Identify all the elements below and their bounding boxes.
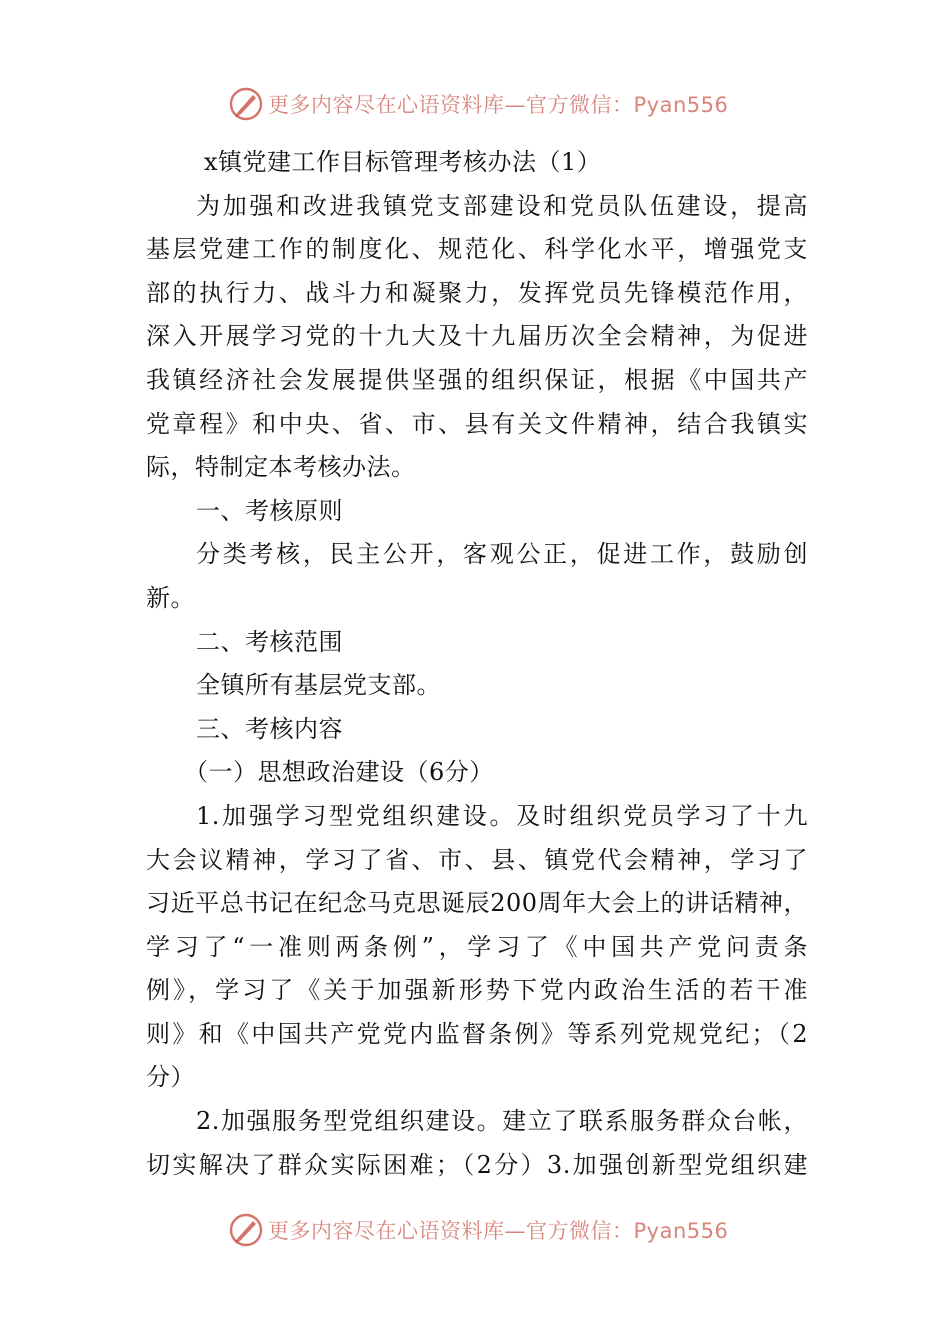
section-heading: 二、考核范围	[196, 627, 343, 656]
text-line: 分）	[146, 1063, 195, 1092]
text-line: 习近平总书记在纪念马克思诞辰200周年大会上的讲话精神，	[146, 889, 808, 918]
text-line: 新。	[146, 583, 195, 612]
text-line: 学习了“一准则两条例”，学习了《中国共产党问责条	[146, 932, 808, 961]
text-line: 例》，学习了《关于加强新形势下党内政治生活的若干准	[146, 976, 808, 1005]
text-line: 全镇所有基层党支部。	[196, 671, 441, 700]
text-line: 深入开展学习党的十九大及十九届历次全会精神，为促进	[146, 322, 808, 351]
watermark-text: 更多内容尽在心语资料库—官方微信：Pyan556	[268, 93, 729, 117]
text-line: 部的执行力、战斗力和凝聚力，发挥党员先锋模范作用，	[146, 278, 808, 307]
text-line: 基层党建工作的制度化、规范化、科学化水平，增强党支	[146, 235, 808, 264]
pen-logo-icon	[228, 1212, 264, 1248]
watermark-footer	[228, 1210, 728, 1250]
pen-logo-icon	[228, 86, 264, 122]
text-line: 1.加强学习型党组织建设。及时组织党员学习了十九	[196, 801, 808, 830]
document-title: x镇党建工作目标管理考核办法（1）	[204, 148, 602, 176]
watermark-text: 更多内容尽在心语资料库—官方微信：Pyan556	[268, 1219, 729, 1243]
text-line: 分类考核，民主公开，客观公正，促进工作，鼓励创	[196, 540, 808, 569]
subsection-heading: （一）思想政治建设（6分）	[184, 758, 494, 787]
text-line: 为加强和改进我镇党支部建设和党员队伍建设，提高	[196, 191, 808, 220]
text-line: 大会议精神，学习了省、市、县、镇党代会精神，学习了	[146, 845, 808, 874]
section-heading: 三、考核内容	[196, 714, 343, 743]
document-body	[146, 141, 808, 1187]
text-line: 我镇经济社会发展提供坚强的组织保证，根据《中国共产	[146, 365, 808, 394]
text-line: 际，特制定本考核办法。	[146, 453, 416, 482]
text-line: 2.加强服务型党组织建设。建立了联系服务群众台帐，	[196, 1107, 808, 1136]
text-line: 党章程》和中央、省、市、县有关文件精神，结合我镇实	[146, 409, 808, 438]
section-heading: 一、考核原则	[196, 496, 343, 525]
watermark-header	[228, 84, 728, 124]
text-line: 切实解决了群众实际困难；（2分）3.加强创新型党组织建	[146, 1150, 808, 1179]
text-line: 则》和《中国共产党党内监督条例》等系列党规党纪；（2	[146, 1019, 808, 1048]
